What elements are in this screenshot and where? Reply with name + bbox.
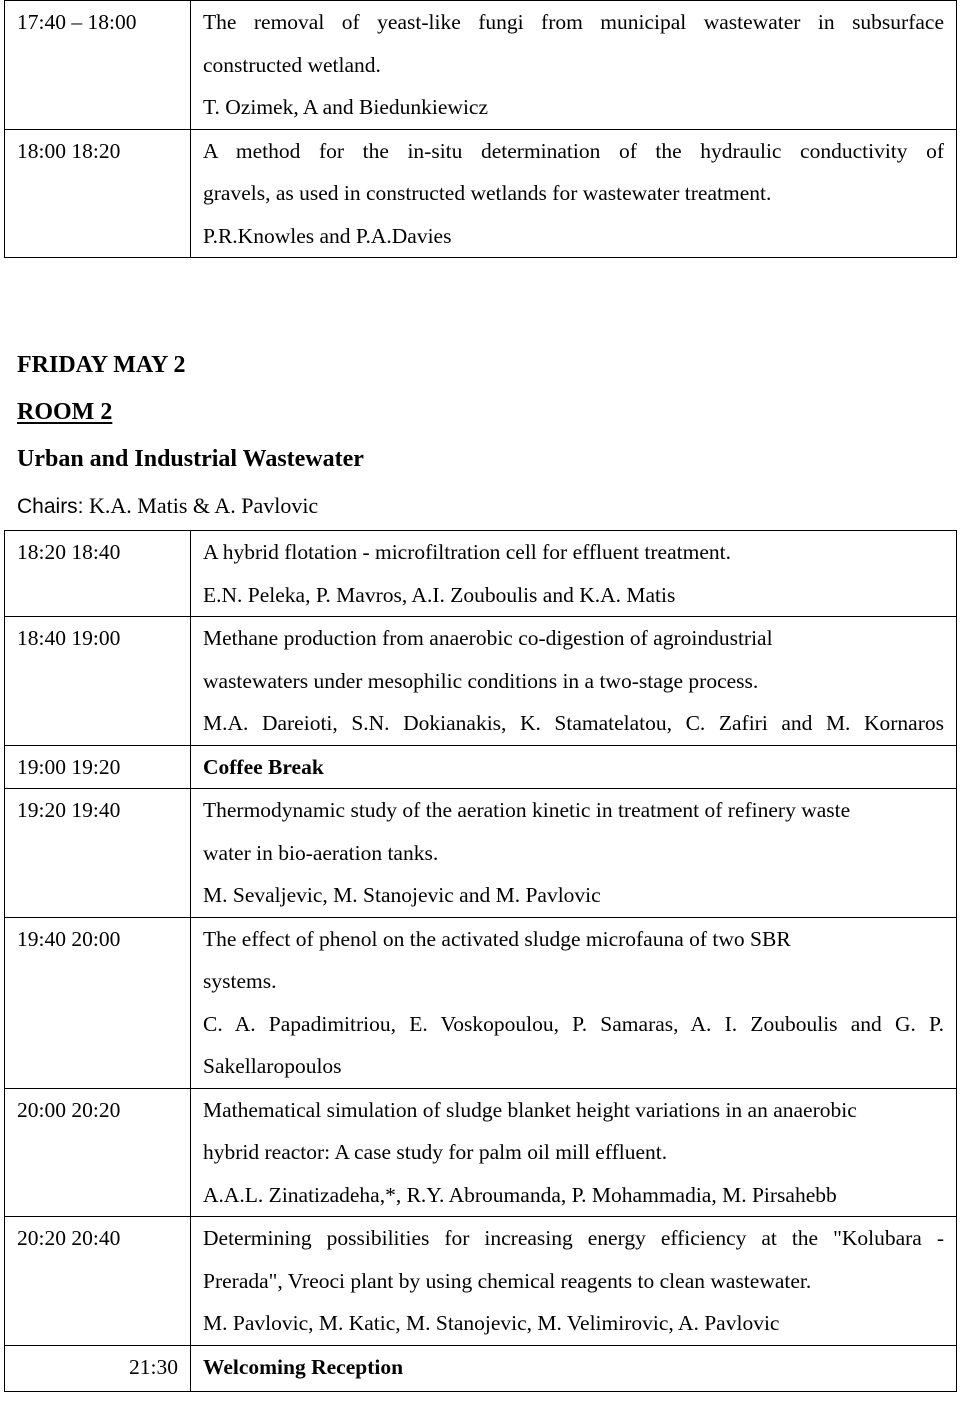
talk-cell bbox=[191, 531, 957, 617]
coffee-break-label: Coffee Break bbox=[203, 754, 324, 779]
session-table bbox=[4, 530, 957, 1392]
talk-title-line: constructed wetland. bbox=[203, 52, 381, 77]
talk-cell bbox=[191, 617, 957, 746]
talk-title-line: A method for the in-situ determination of the hydraulic conductivity of bbox=[203, 138, 944, 163]
talk-title-line: Thermodynamic study of the aeration kinetic in treatment of refinery waste bbox=[203, 798, 851, 822]
table-row bbox=[5, 531, 957, 617]
talk-title-line: The removal of yeast-like fungi from municipal wastewater in subsurface bbox=[203, 10, 944, 34]
welcoming-reception-label: Welcoming Reception bbox=[203, 1354, 404, 1379]
talk-title-line: hybrid reactor: A case study for palm oil mill effluent. bbox=[203, 1140, 668, 1164]
session-room: ROOM 2 bbox=[17, 399, 113, 425]
time-slot: 18:40 19:00 bbox=[5, 617, 191, 746]
table-row bbox=[5, 745, 957, 789]
talk-title-line: wastewaters under mesophilic conditions in a two-stage process. bbox=[203, 668, 759, 693]
talk-authors: M. Sevaljevic, M. Stanojevic and M. Pavlovic bbox=[203, 883, 601, 907]
time-slot: 19:20 19:40 bbox=[5, 789, 191, 918]
talk-authors: M. Pavlovic, M. Katic, M. Stanojevic, M. Velimirovic, A. Pavlovic bbox=[203, 1311, 780, 1335]
time-slot: 17:40 – 18:00 bbox=[5, 1, 191, 130]
time-slot: 19:00 19:20 bbox=[5, 745, 191, 789]
talk-title-line: A hybrid flotation - microfiltration cell for effluent treatment. bbox=[203, 540, 731, 564]
table-row bbox=[5, 1217, 957, 1346]
time-slot: 21:30 bbox=[5, 1345, 191, 1391]
talk-authors: E.N. Peleka, P. Mavros, A.I. Zouboulis and K.A. Matis bbox=[203, 582, 676, 607]
talk-title-line: water in bio-aeration tanks. bbox=[203, 840, 439, 865]
chairs-names: K.A. Matis & A. Pavlovic bbox=[83, 493, 319, 518]
table-row bbox=[5, 789, 957, 918]
talk-cell bbox=[191, 1, 957, 130]
table-row bbox=[5, 129, 957, 258]
talk-authors: M.A. Dareioti, S.N. Dokianakis, K. Stamatelatou, C. Zafiri and M. Kornaros bbox=[203, 711, 944, 735]
time-slot: 18:20 18:40 bbox=[5, 531, 191, 617]
talk-authors: P.R.Knowles and P.A.Davies bbox=[203, 223, 452, 248]
talk-authors: A.A.L. Zinatizadeha,*, R.Y. Abroumanda, P. Mohammadia, M. Pirsahebb bbox=[203, 1182, 837, 1207]
table-row bbox=[5, 1, 957, 130]
time-slot: 20:20 20:40 bbox=[5, 1217, 191, 1346]
table-row bbox=[5, 917, 957, 1088]
reception-cell bbox=[191, 1345, 957, 1391]
talk-title-line: Methane production from anaerobic co-digestion of agroindustrial bbox=[203, 626, 773, 650]
talk-title-line: gravels, as used in constructed wetlands for wastewater treatment. bbox=[203, 181, 772, 205]
talk-cell bbox=[191, 1088, 957, 1217]
talk-cell bbox=[191, 789, 957, 918]
talk-cell bbox=[191, 129, 957, 258]
talk-title-line: Mathematical simulation of sludge blanket height variations in an anaerobic bbox=[203, 1097, 857, 1122]
talk-title-line: The effect of phenol on the activated sludge microfauna of two SBR bbox=[203, 926, 791, 951]
talk-cell bbox=[191, 1217, 957, 1346]
talk-title-line: Prerada", Vreoci plant by using chemical reagents to clean wastewater. bbox=[203, 1268, 812, 1293]
time-slot: 20:00 20:20 bbox=[5, 1088, 191, 1217]
session-day: FRIDAY MAY 2 bbox=[17, 352, 186, 378]
talk-authors: C. A. Papadimitriou, E. Voskopoulou, P. Samaras, A. I. Zouboulis and G. P. bbox=[203, 1011, 944, 1036]
talk-authors: T. Ozimek, A and Biedunkiewicz bbox=[203, 95, 489, 119]
time-slot: 19:40 20:00 bbox=[5, 917, 191, 1088]
talk-title-line: Determining possibilities for increasing energy efficiency at the "Kolubara - bbox=[203, 1226, 944, 1250]
table-row bbox=[5, 1345, 957, 1391]
talk-authors: Sakellaropoulos bbox=[203, 1054, 342, 1078]
table-row bbox=[5, 1088, 957, 1217]
time-slot: 18:00 18:20 bbox=[5, 129, 191, 258]
previous-session-table bbox=[4, 0, 957, 258]
talk-cell bbox=[191, 917, 957, 1088]
session-title: Urban and Industrial Wastewater bbox=[17, 446, 364, 472]
session-chairs bbox=[17, 493, 318, 519]
break-cell bbox=[191, 745, 957, 789]
table-row bbox=[5, 617, 957, 746]
chairs-label: Chairs: bbox=[17, 495, 84, 518]
talk-title-line: systems. bbox=[203, 969, 277, 993]
